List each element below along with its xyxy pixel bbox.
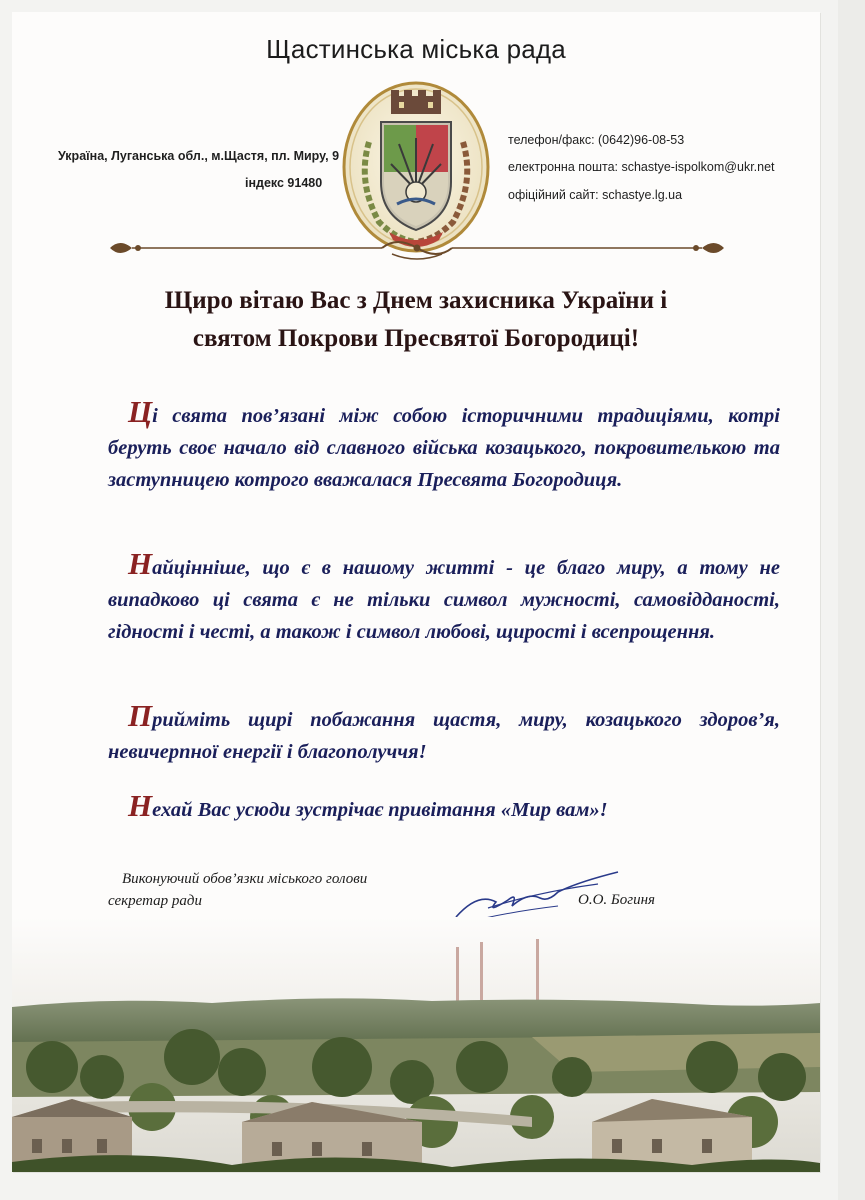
paragraph-text: айцінніше, що є в нашому житті - це благо миру, а тому не випадково ці свята є не тільки символ мужності, самовідданості, гідності і честі, а також і символ любові, щирості і всепрощення. <box>108 557 780 643</box>
website-address: офіційний сайт: schastye.lg.ua <box>508 188 683 202</box>
signatory-title-line-1: Виконуючий обов’язки міського голови <box>122 871 368 887</box>
greeting-headline <box>42 282 790 358</box>
address-line: Україна, Луганська обл., м.Щастя, пл. Миру, 9 <box>58 149 340 163</box>
email-address: електронна пошта: schastye-ispolkom@ukr.net <box>508 160 775 174</box>
ornament-divider <box>92 234 742 264</box>
drop-cap: Ц <box>128 394 153 429</box>
paragraph-text: ехай Вас усюди зустрічає привітання «Мир вам»! <box>152 799 608 821</box>
signatory-title-line-2: секретар ради <box>108 893 202 909</box>
scan-edge <box>838 0 865 1200</box>
council-title: Щастинська міська рада <box>266 34 566 64</box>
paragraph-3 <box>108 700 780 768</box>
town-panorama-photo <box>12 917 820 1172</box>
drop-cap: Н <box>128 788 153 823</box>
paragraph-text: і свята пов’язані між собою історичними традиціями, котрі беруть своє начало від славного війська козацького, покровителькою та заступницею котрого вважалася Пресвята Богородиця. <box>108 405 780 491</box>
signatory-name: О.О. Богиня <box>578 892 656 908</box>
letter-sheet <box>12 12 820 1172</box>
paragraph-text: рийміть щирі побажання щастя, миру, козацького здоров’я, невичерпної енергії і благополуччя! <box>108 709 780 763</box>
signatory-title <box>108 868 367 912</box>
paragraph-2 <box>108 548 780 648</box>
drop-cap: П <box>128 698 153 733</box>
city-coat-of-arms-icon <box>339 72 493 258</box>
phone-fax: телефон/факс: (0642)96-08-53 <box>508 133 685 147</box>
headline-line-1: Щиро вітаю Вас з Днем захисника України і <box>164 287 668 314</box>
paragraph-4 <box>108 790 780 826</box>
headline-line-2: святом Покрови Пресвятої Богородиці! <box>192 325 640 352</box>
postal-index: індекс 91480 <box>245 176 323 190</box>
paragraph-1 <box>108 396 780 496</box>
drop-cap: Н <box>128 546 153 581</box>
